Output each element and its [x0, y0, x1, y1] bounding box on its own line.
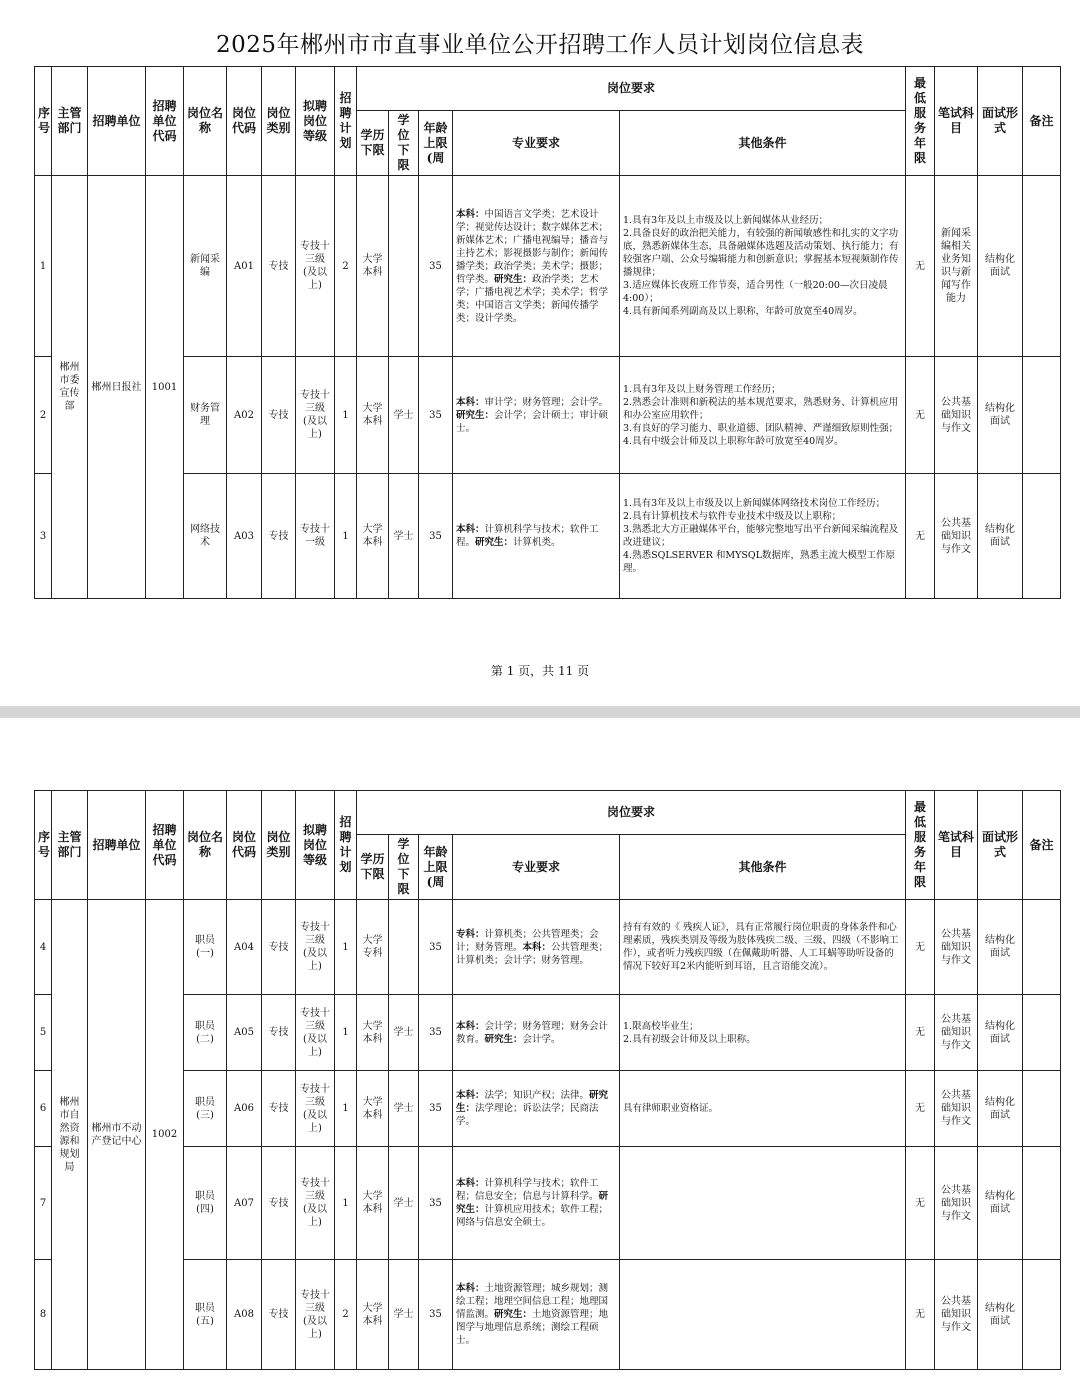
header-requirements: 岗位要求	[357, 67, 906, 111]
cell-major	[453, 1260, 620, 1370]
cell-post-type: 专技	[262, 474, 296, 599]
major-text: 土地资源管理；城乡规划；测绘工程；地理空间信息工程；地理国情监测。	[456, 1283, 609, 1320]
major-text: 公共管理类；计算机类；会计学；财务管理。	[456, 941, 609, 966]
table-row	[35, 1147, 1061, 1260]
major-text: 土地资源管理；地图学与地理信息系统；测绘工程硕士。	[456, 1309, 609, 1346]
cell-unit: 郴州日报社	[88, 176, 146, 599]
header-post-code: 岗位代码	[227, 67, 262, 176]
cell-seq: 5	[35, 995, 52, 1071]
cell-post-type: 专技	[262, 995, 296, 1071]
cell-unit-code: 1001	[146, 176, 184, 599]
cell-post-code: A06	[227, 1071, 262, 1147]
cell-post-name: 财务管理	[184, 357, 227, 474]
cell-age: 35	[419, 1147, 453, 1260]
cell-post-name: 职员(三)	[184, 1071, 227, 1147]
cell-post-name: 职员(五)	[184, 1260, 227, 1370]
cell-post-name: 新闻采编	[184, 176, 227, 357]
condition-line: 持有有效的《 残疾人证》，具有正常履行岗位职责的身体条件和心理素质，残疾类别及等级为肢体残疾二级、三级、四级（不影响工作），或者听力残疾四级（在佩戴助听器、人工耳蜗等助听设备的情况下较好耳2米内能听到耳语，且言语能交流）。	[623, 922, 899, 972]
cell-age: 35	[419, 1071, 453, 1147]
cell-post-type: 专技	[262, 900, 296, 995]
major-text: 法学理论；诉讼法学；民商法学。	[456, 1103, 599, 1127]
header-dept: 主管部门	[52, 67, 88, 176]
position-table	[34, 66, 1061, 599]
major-label: 本科：	[456, 524, 485, 535]
header-age: 年龄上限(周	[419, 835, 453, 900]
cell-edu: 大学本科	[357, 995, 389, 1071]
position-table	[34, 790, 1061, 1370]
cell-edu: 大学本科	[357, 176, 389, 357]
table-row	[35, 1071, 1061, 1147]
header-remark: 备注	[1023, 791, 1061, 900]
cell-min-years: 无	[906, 357, 935, 474]
cell-age: 35	[419, 176, 453, 357]
cell-remark	[1023, 1260, 1061, 1370]
major-label: 研究生：	[494, 273, 533, 285]
major-label: 研究生：	[456, 1191, 609, 1215]
condition-line: 4.熟悉SQLSERVER 和MYSQL数据库，熟悉主流大模型工作原理。	[623, 550, 895, 574]
condition-line: 1.具有3年及以上市级及以上新闻媒体从业经历；	[623, 215, 829, 226]
cell-plan: 2	[335, 176, 357, 357]
major-label: 本科：	[456, 1283, 485, 1294]
cell-degree	[389, 176, 419, 357]
major-text: 政治学类；艺术学；广播电视艺术学；美术学；哲学类；中国语言文学类；新闻传播学类；设计学类。	[456, 273, 609, 324]
header-major: 专业要求	[453, 835, 620, 900]
cell-min-years: 无	[906, 900, 935, 995]
header-unit-code: 招聘单位代码	[146, 67, 184, 176]
cell-major	[453, 995, 620, 1071]
cell-dept: 郴州市委宣传部	[52, 176, 88, 599]
header-plan: 招聘计划	[335, 791, 357, 900]
cell-age: 35	[419, 995, 453, 1071]
cell-min-years: 无	[906, 1260, 935, 1370]
condition-line: 3.熟悉北大方正融媒体平台，能够完整地写出平台新闻采编流程及改进建议；	[623, 524, 899, 548]
cell-plan: 1	[335, 900, 357, 995]
table-row	[35, 176, 1061, 357]
cell-remark	[1023, 1071, 1061, 1147]
cell-degree: 学士	[389, 357, 419, 474]
major-text: 会计学；财务管理；财务会计教育。	[456, 1020, 609, 1045]
cell-post-code: A07	[227, 1147, 262, 1260]
header-other: 其他条件	[620, 111, 906, 176]
major-text: 计算机科学与技术；软件工程；信息安全；信息与计算科学。	[456, 1178, 599, 1202]
header-unit: 招聘单位	[88, 67, 146, 176]
cell-other	[620, 900, 906, 995]
cell-post-code: A04	[227, 900, 262, 995]
header-degree: 学位下限	[389, 835, 419, 900]
cell-post-name: 职员(四)	[184, 1147, 227, 1260]
cell-degree: 学士	[389, 474, 419, 599]
major-label: 研究生：	[456, 409, 495, 421]
major-label: 本科：	[456, 1090, 485, 1101]
cell-major	[453, 900, 620, 995]
cell-other	[620, 176, 906, 357]
header-written: 笔试科目	[935, 791, 978, 900]
header-min-years: 最低服务年限	[906, 791, 935, 900]
cell-level: 专技十三级(及以上)	[296, 357, 335, 474]
header-interview: 面试形式	[978, 791, 1023, 900]
cell-age: 35	[419, 900, 453, 995]
major-label: 专科：	[456, 928, 485, 940]
cell-post-name: 职员(一)	[184, 900, 227, 995]
table-body	[35, 176, 1061, 599]
condition-line: 1.限高校毕业生；	[623, 1020, 699, 1032]
major-text: 计算机类；公共管理类；会计；财务管理。	[456, 928, 599, 953]
condition-line: 具有律师职业资格证。	[623, 1103, 719, 1114]
cell-interview: 结构化面试	[978, 1147, 1023, 1260]
table-row	[35, 474, 1061, 599]
cell-written: 公共基础知识与作文	[935, 1260, 978, 1370]
cell-seq: 3	[35, 474, 52, 599]
cell-written: 新闻采编相关业务知识与新闻写作能力	[935, 176, 978, 357]
table-row	[35, 900, 1061, 995]
major-text: 中国语言文学类；艺术设计学；视觉传达设计；数字媒体艺术；新媒体艺术；广播电视编导；播音与主持艺术；影视摄影与制作；新闻传播学类；政治学类；美术学；摄影；哲学类。	[456, 208, 609, 285]
cell-min-years: 无	[906, 176, 935, 357]
header-min-years: 最低服务年限	[906, 67, 935, 176]
page-separator	[0, 706, 1080, 718]
cell-level: 专技十三级(及以上)	[296, 995, 335, 1071]
cell-remark	[1023, 357, 1061, 474]
major-text: 计算机类。	[513, 537, 561, 548]
header-edu: 学历下限	[357, 111, 389, 176]
cell-major	[453, 474, 620, 599]
cell-other	[620, 357, 906, 474]
page-footer: 第 1 页，共 11 页	[490, 664, 590, 678]
cell-seq: 2	[35, 357, 52, 474]
cell-remark	[1023, 900, 1061, 995]
cell-seq: 6	[35, 1071, 52, 1147]
header-level: 拟聘岗位等级	[296, 791, 335, 900]
cell-interview: 结构化面试	[978, 176, 1023, 357]
header-level: 拟聘岗位等级	[296, 67, 335, 176]
header-post-code: 岗位代码	[227, 791, 262, 900]
cell-plan: 2	[335, 1260, 357, 1370]
cell-written: 公共基础知识与作文	[935, 900, 978, 995]
major-text: 审计学；财务管理；会计学。	[484, 396, 609, 408]
cell-post-code: A03	[227, 474, 262, 599]
cell-interview: 结构化面试	[978, 1260, 1023, 1370]
cell-level: 专技十三级(及以上)	[296, 176, 335, 357]
condition-line: 2.具有计算机技术与软件专业技术中级及以上职称；	[623, 511, 842, 522]
header-seq: 序号	[35, 791, 52, 900]
cell-level: 专技十一级	[296, 474, 335, 599]
header-age: 年龄上限(周	[419, 111, 453, 176]
cell-post-code: A05	[227, 995, 262, 1071]
condition-line: 1.具有3年及以上市级及以上新闻媒体网络技术岗位工作经历；	[623, 498, 886, 509]
table-row	[35, 995, 1061, 1071]
cell-seq: 8	[35, 1260, 52, 1370]
cell-min-years: 无	[906, 1071, 935, 1147]
cell-degree	[389, 900, 419, 995]
cell-post-name: 职员(二)	[184, 995, 227, 1071]
major-label: 研究生：	[475, 537, 514, 548]
cell-age: 35	[419, 357, 453, 474]
page-title: 2025年郴州市市直事业单位公开招聘工作人员计划岗位信息表	[215, 32, 865, 58]
cell-degree: 学士	[389, 1071, 419, 1147]
cell-major	[453, 1071, 620, 1147]
header-other: 其他条件	[620, 835, 906, 900]
cell-edu: 大学本科	[357, 1071, 389, 1147]
cell-written: 公共基础知识与作文	[935, 995, 978, 1071]
cell-post-type: 专技	[262, 357, 296, 474]
cell-remark	[1023, 995, 1061, 1071]
cell-major	[453, 1147, 620, 1260]
major-label: 研究生：	[456, 1090, 609, 1114]
cell-age: 35	[419, 1260, 453, 1370]
cell-unit: 郴州市不动产登记中心	[88, 900, 146, 1370]
header-edu: 学历下限	[357, 835, 389, 900]
cell-written: 公共基础知识与作文	[935, 1071, 978, 1147]
cell-post-type: 专技	[262, 1260, 296, 1370]
cell-other	[620, 1260, 906, 1370]
header-post-type: 岗位类别	[262, 67, 296, 176]
cell-other	[620, 1071, 906, 1147]
cell-post-type: 专技	[262, 1147, 296, 1260]
cell-min-years: 无	[906, 474, 935, 599]
cell-seq: 7	[35, 1147, 52, 1260]
major-label: 本科：	[456, 208, 485, 220]
table-row	[35, 357, 1061, 474]
cell-post-code: A02	[227, 357, 262, 474]
condition-line: 2.熟悉会计准则和新税法的基本规范要求，熟悉财务、计算机应用和办公室应用软件；	[623, 396, 899, 421]
cell-edu: 大学本科	[357, 474, 389, 599]
major-text: 计算机应用技术；软件工程；网络与信息安全硕士。	[456, 1204, 609, 1228]
cell-post-name: 网络技术	[184, 474, 227, 599]
cell-plan: 1	[335, 1071, 357, 1147]
cell-post-code: A08	[227, 1260, 262, 1370]
cell-edu: 大学本科	[357, 1147, 389, 1260]
major-label: 本科：	[522, 941, 552, 953]
cell-dept: 郴州市自然资源和规划局	[52, 900, 88, 1370]
cell-interview: 结构化面试	[978, 474, 1023, 599]
header-seq: 序号	[35, 67, 52, 176]
header-post-name: 岗位名称	[184, 791, 227, 900]
cell-seq: 1	[35, 176, 52, 357]
header-requirements: 岗位要求	[357, 791, 906, 835]
cell-level: 专技十三级(及以上)	[296, 1260, 335, 1370]
cell-seq: 4	[35, 900, 52, 995]
cell-edu: 大学本科	[357, 357, 389, 474]
cell-interview: 结构化面试	[978, 900, 1023, 995]
major-label: 本科：	[456, 1020, 485, 1032]
cell-plan: 1	[335, 474, 357, 599]
cell-unit-code: 1002	[146, 900, 184, 1370]
cell-plan: 1	[335, 1147, 357, 1260]
header-unit-code: 招聘单位代码	[146, 791, 184, 900]
header-post-type: 岗位类别	[262, 791, 296, 900]
major-label: 本科：	[456, 1178, 485, 1189]
cell-post-type: 专技	[262, 1071, 296, 1147]
cell-level: 专技十三级(及以上)	[296, 1147, 335, 1260]
cell-edu: 大学专科	[357, 900, 389, 995]
cell-remark	[1023, 1147, 1061, 1260]
cell-major	[453, 357, 620, 474]
cell-other	[620, 1147, 906, 1260]
cell-major	[453, 176, 620, 357]
major-text: 会计学。	[522, 1033, 561, 1045]
cell-written: 公共基础知识与作文	[935, 474, 978, 599]
header-interview: 面试形式	[978, 67, 1023, 176]
cell-plan: 1	[335, 357, 357, 474]
header-unit: 招聘单位	[88, 791, 146, 900]
cell-remark	[1023, 176, 1061, 357]
header-remark: 备注	[1023, 67, 1061, 176]
major-text: 法学；知识产权；法律。	[484, 1090, 590, 1101]
condition-line: 2.具有初级会计师及以上职称。	[623, 1033, 756, 1045]
cell-degree: 学士	[389, 995, 419, 1071]
header-degree: 学位下限	[389, 111, 419, 176]
cell-other	[620, 474, 906, 599]
cell-interview: 结构化面试	[978, 1071, 1023, 1147]
header-plan: 招聘计划	[335, 67, 357, 176]
cell-min-years: 无	[906, 995, 935, 1071]
major-text: 计算机科学与技术；软件工程。	[456, 524, 599, 548]
header-post-name: 岗位名称	[184, 67, 227, 176]
cell-interview: 结构化面试	[978, 995, 1023, 1071]
cell-written: 公共基础知识与作文	[935, 1147, 978, 1260]
major-label: 本科：	[456, 396, 485, 408]
cell-interview: 结构化面试	[978, 357, 1023, 474]
cell-post-code: A01	[227, 176, 262, 357]
document-page-2	[0, 718, 1080, 1392]
cell-min-years: 无	[906, 1147, 935, 1260]
cell-level: 专技十三级(及以上)	[296, 1071, 335, 1147]
cell-degree: 学士	[389, 1147, 419, 1260]
cell-age: 35	[419, 474, 453, 599]
table-row	[35, 1260, 1061, 1370]
major-label: 研究生：	[494, 1309, 533, 1320]
cell-post-type: 专技	[262, 176, 296, 357]
cell-other	[620, 995, 906, 1071]
table-body	[35, 900, 1061, 1370]
cell-level: 专技十三级(及以上)	[296, 900, 335, 995]
condition-line: 1.具有3年及以上财务管理工作经历；	[623, 383, 781, 395]
condition-line: 4.具有中级会计师及以上职称年龄可放宽至40周岁。	[623, 435, 844, 447]
cell-edu: 大学本科	[357, 1260, 389, 1370]
major-text: 会计学；会计硕士；审计硕士。	[456, 409, 609, 434]
condition-line: 3.有良好的学习能力、职业道德、团队精神、严谨细致原则性强；	[623, 422, 899, 434]
cell-remark	[1023, 474, 1061, 599]
header-major: 专业要求	[453, 111, 620, 176]
header-written: 笔试科目	[935, 67, 978, 176]
header-dept: 主管部门	[52, 791, 88, 900]
major-label: 研究生：	[484, 1033, 523, 1045]
cell-written: 公共基础知识与作文	[935, 357, 978, 474]
condition-line: 3.适应媒体长夜班工作节奏，适合男性（一般20:00—次日凌晨4:00）；	[623, 280, 888, 304]
cell-plan: 1	[335, 995, 357, 1071]
condition-line: 4.具有新闻系列副高及以上职称，年龄可放宽至40周岁。	[623, 306, 863, 317]
cell-degree: 学士	[389, 1260, 419, 1370]
condition-line: 2.具备良好的政治把关能力，有较强的新闻敏感性和扎实的文字功底，熟悉新媒体生态，具备融媒体选题及活动策划、执行能力；有较强客户端、公众号编辑能力和创新意识；掌握基本短视频制作传播规律；	[623, 228, 899, 278]
